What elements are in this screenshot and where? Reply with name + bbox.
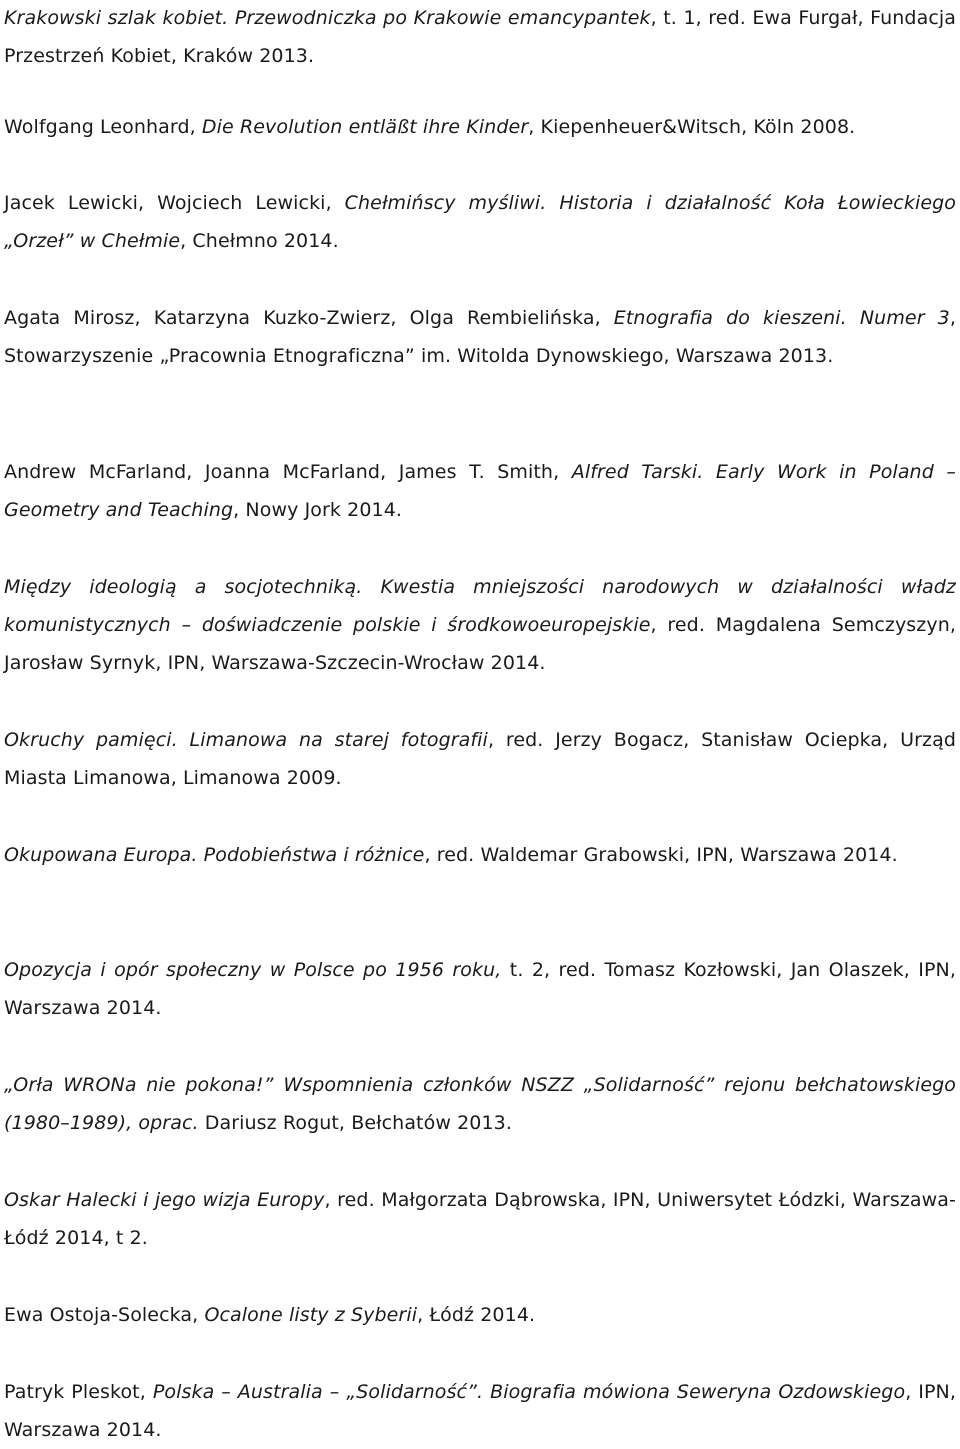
entry-author: Andrew McFarland, Joanna McFarland, James T. Smith, — [4, 461, 572, 483]
bibliography-entry-4 — [4, 299, 956, 375]
entry-title: Polska – Australia – „Solidarność”. Biografia mówiona Seweryna Ozdowskiego — [152, 1381, 906, 1403]
entry-details: t. 2, red. Tomasz Kozłowski, Jan Olaszek, IPN, Warszawa 2014. — [4, 959, 956, 1019]
entry-title: „Orła WRONa nie pokona!” Wspomnienia członków NSZZ „Solidarność” rejonu bełchatowskiego (1980–1989), oprac. — [4, 1074, 956, 1134]
entry-author: Jacek Lewicki, Wojciech Lewicki, — [4, 192, 345, 214]
entry-details: , Nowy Jork 2014. — [233, 499, 403, 521]
bibliography-entry-10 — [4, 1066, 956, 1142]
bibliography-entry-7 — [4, 721, 956, 797]
entry-details: Dariusz Rogut, Bełchatów 2013. — [198, 1112, 513, 1134]
entry-details: , t. 1, red. Ewa Furgał, Fundacja Przestrzeń Kobiet, Kraków 2013. — [4, 7, 956, 67]
entry-details: , Kiepenheuer&Witsch, Köln 2008. — [528, 116, 856, 138]
entry-title: Alfred Tarski. Early Work in Poland – Geometry and Teaching — [4, 461, 956, 521]
bibliography-entry-5 — [4, 453, 956, 529]
entry-author: Agata Mirosz, Katarzyna Kuzko-Zwierz, Olga Rembielińska, — [4, 307, 614, 329]
bibliography-entry-2 — [4, 108, 956, 146]
bibliography-entry-3 — [4, 184, 956, 260]
entry-title: Die Revolution entläßt ihre Kinder — [201, 116, 529, 138]
bibliography-entry-8 — [4, 836, 956, 874]
entry-author: Wolfgang Leonhard, — [4, 116, 202, 138]
bibliography-entry-12 — [4, 1296, 956, 1334]
bibliography-entry-6 — [4, 568, 956, 682]
entry-title: Ocalone listy z Syberii — [204, 1304, 418, 1326]
entry-title: Między ideologią a socjotechniką. Kwestia mniejszości narodowych w działalności władz komunistycznych – doświadczenie polskie i środkowoeuropejskie — [4, 576, 956, 636]
entry-details: , red. Magdalena Semczyszyn, Jarosław Syrnyk, IPN, Warszawa-Szczecin-Wrocław 2014. — [4, 614, 956, 674]
entry-details: , red. Waldemar Grabowski, IPN, Warszawa 2014. — [424, 844, 898, 866]
entry-details: , Łódź 2014. — [417, 1304, 536, 1326]
entry-title: Okruchy pamięci. Limanowa na starej fotografii — [4, 729, 488, 751]
bibliography-entry-9 — [4, 951, 956, 1027]
entry-title: Okupowana Europa. Podobieństwa i różnice — [4, 844, 425, 866]
bibliography-entry-1 — [4, 0, 956, 75]
entry-title: Chełmińscy myśliwi. Historia i działalność Koła Łowieckiego „Orzeł” w Chełmie — [4, 192, 956, 252]
entry-author: Ewa Ostoja-Solecka, — [4, 1304, 205, 1326]
entry-details: , Stowarzyszenie „Pracownia Etnograficzna” im. Witolda Dynowskiego, Warszawa 2013. — [4, 307, 957, 367]
entry-details: , Chełmno 2014. — [180, 230, 339, 252]
entry-title: Etnografia do kieszeni. Numer 3 — [613, 307, 950, 329]
entry-details: , red. Jerzy Bogacz, Stanisław Ociepka, Urząd Miasta Limanowa, Limanowa 2009. — [4, 729, 956, 789]
entry-details: , red. Małgorzata Dąbrowska, IPN, Uniwersytet Łódzki, Warszawa-Łódź 2014, t 2. — [4, 1189, 956, 1249]
entry-title: Oskar Halecki i jego wizja Europy — [4, 1189, 325, 1211]
bibliography-entry-13 — [4, 1373, 956, 1449]
bibliography-entry-11 — [4, 1181, 956, 1257]
entry-author: Patryk Pleskot, — [4, 1381, 153, 1403]
entry-title: Krakowski szlak kobiet. Przewodniczka po Krakowie emancypantek — [4, 7, 651, 29]
entry-details: , IPN, Warszawa 2014. — [4, 1381, 956, 1441]
entry-title: Opozycja i opór społeczny w Polsce po 1956 roku, — [4, 959, 502, 981]
